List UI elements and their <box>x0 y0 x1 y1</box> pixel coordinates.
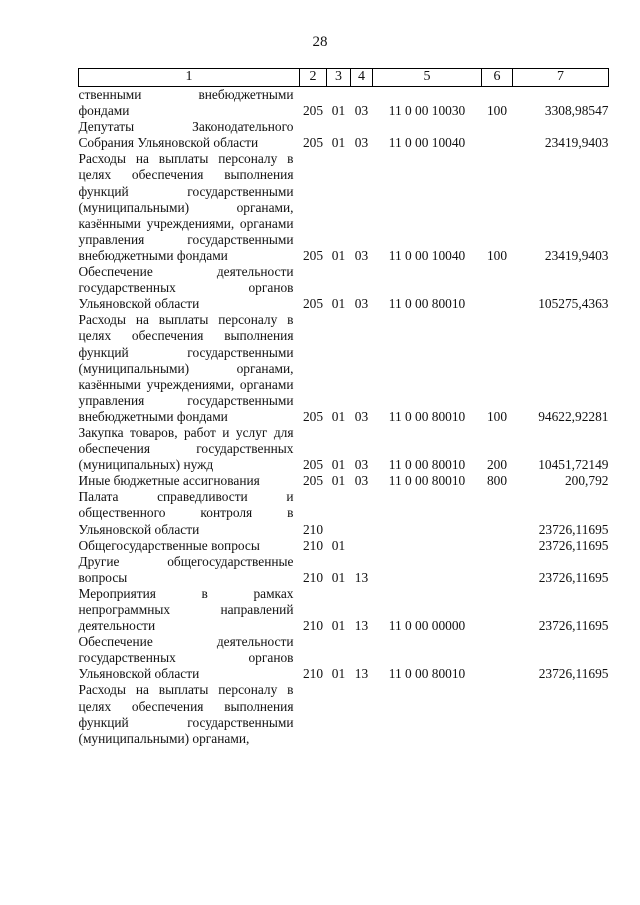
column-header-4: 4 <box>351 69 373 87</box>
expense-type-code: 800 <box>486 473 508 489</box>
target-article-code: 11 0 00 80010 <box>388 457 466 473</box>
table-header-row <box>79 69 609 87</box>
grbs-code: 210 <box>302 569 324 585</box>
column-header-5: 5 <box>373 69 482 87</box>
target-article-code <box>373 489 482 537</box>
subsection-code: 13 <box>354 618 369 634</box>
expense-type-code: 200 <box>486 457 508 473</box>
subsection-code: 03 <box>354 296 369 312</box>
table-row <box>79 151 609 264</box>
budget-table <box>78 68 609 747</box>
section-code: 01 <box>331 103 346 119</box>
table-row <box>79 586 609 634</box>
amount: 10451,72149 <box>538 457 609 473</box>
table-row <box>79 264 609 312</box>
expense-type-code <box>482 586 513 634</box>
grbs-code: 210 <box>302 521 324 537</box>
column-header-3: 3 <box>327 69 351 87</box>
section-code: 01 <box>331 135 346 151</box>
amount: 200,792 <box>564 473 609 489</box>
page-number: 28 <box>312 34 328 50</box>
amount: 23726,11695 <box>538 618 609 634</box>
subsection-code <box>351 682 373 746</box>
section-code: 01 <box>331 569 346 585</box>
target-article-code: 11 0 00 80010 <box>388 408 466 424</box>
row-name: Обеспечение деятельности государственных органов Ульяновской области <box>78 264 294 312</box>
row-name: Расходы на выплаты персоналу в целях обеспечения выполнения функций государственными (муниципальными) органами, казёнными учреждениями, органами управления государственными внебюджетными фондами <box>78 151 294 263</box>
section-code: 01 <box>331 457 346 473</box>
target-article-code <box>373 554 482 586</box>
table-row <box>79 489 609 537</box>
target-article-code: 11 0 00 10040 <box>388 135 466 151</box>
section-code: 01 <box>331 473 346 489</box>
expense-type-code <box>482 554 513 586</box>
section-code <box>327 489 351 537</box>
table-row <box>79 312 609 425</box>
expense-type-code <box>482 264 513 312</box>
grbs-code: 205 <box>302 103 324 119</box>
target-article-code: 11 0 00 10030 <box>388 103 466 119</box>
section-code: 01 <box>331 247 346 263</box>
table-row <box>79 425 609 473</box>
target-article-code: 11 0 00 80010 <box>388 473 466 489</box>
table-row <box>79 87 609 120</box>
subsection-code: 03 <box>354 103 369 119</box>
subsection-code: 13 <box>354 569 369 585</box>
section-code: 01 <box>331 296 346 312</box>
row-name: Другие общегосударственные вопросы <box>78 553 294 585</box>
grbs-code: 205 <box>302 296 324 312</box>
row-name: Депутаты Законодательного Собрания Ульяновской области <box>78 119 294 151</box>
grbs-code: 205 <box>302 408 324 424</box>
subsection-code: 03 <box>354 457 369 473</box>
grbs-code: 205 <box>302 135 324 151</box>
subsection-code: 03 <box>354 473 369 489</box>
amount: 94622,92281 <box>538 408 609 424</box>
expense-type-code: 100 <box>486 103 508 119</box>
amount: 3308,98547 <box>544 103 609 119</box>
row-name: ственными внебюджетными фондами <box>78 87 294 119</box>
amount: 105275,4363 <box>538 296 609 312</box>
row-name: Обеспечение деятельности государственных органов Ульяновской области <box>78 634 294 682</box>
column-header-2: 2 <box>300 69 327 87</box>
grbs-code <box>300 682 327 746</box>
amount: 23726,11695 <box>538 666 609 682</box>
section-code: 01 <box>331 537 346 553</box>
amount: 23419,9403 <box>544 247 609 263</box>
target-article-code: 11 0 00 10040 <box>388 247 466 263</box>
section-code <box>327 682 351 746</box>
table-body <box>79 87 609 747</box>
column-header-7: 7 <box>513 69 609 87</box>
table-row <box>79 634 609 682</box>
grbs-code: 205 <box>302 473 324 489</box>
amount: 23419,9403 <box>544 135 609 151</box>
expense-type-code <box>482 489 513 537</box>
subsection-code <box>351 489 373 537</box>
row-name: Расходы на выплаты персоналу в целях обеспечения выполнения функций государственными (муниципальными) органами, казёнными учреждениями, органами управления государственными внебюджетными фондами <box>78 312 294 424</box>
section-code: 01 <box>331 666 346 682</box>
section-code: 01 <box>331 408 346 424</box>
row-name: Мероприятия в рамках непрограммных направлений деятельности <box>78 585 294 634</box>
target-article-code: 11 0 00 80010 <box>388 296 466 312</box>
expense-type-code <box>482 682 513 746</box>
subsection-code: 13 <box>354 666 369 682</box>
row-name: Закупка товаров, работ и услуг для обеспечения государственных (муниципальных) нужд <box>78 424 294 473</box>
amount: 23726,11695 <box>538 537 609 553</box>
amount: 23726,11695 <box>538 569 609 585</box>
target-article-code <box>373 682 482 746</box>
row-name: Общегосударственные вопросы <box>78 537 260 553</box>
table-row <box>79 119 609 151</box>
table-row <box>79 554 609 586</box>
expense-type-code <box>482 634 513 682</box>
target-article-code: 11 0 00 80010 <box>388 666 466 682</box>
subsection-code: 03 <box>354 135 369 151</box>
row-name: Палата справедливости и общественного контроля в Ульяновской области <box>78 489 294 537</box>
subsection-code: 03 <box>354 247 369 263</box>
grbs-code: 210 <box>302 666 324 682</box>
grbs-code: 210 <box>302 618 324 634</box>
expense-type-code <box>482 538 513 554</box>
target-article-code <box>373 538 482 554</box>
table-row <box>79 682 609 746</box>
expense-type-code: 100 <box>486 247 508 263</box>
grbs-code: 205 <box>302 457 324 473</box>
row-name: Иные бюджетные ассигнования <box>78 473 260 489</box>
amount <box>513 682 609 746</box>
section-code: 01 <box>331 618 346 634</box>
subsection-code: 03 <box>354 408 369 424</box>
column-header-1: 1 <box>79 69 300 87</box>
grbs-code: 210 <box>302 537 324 553</box>
expense-type-code <box>482 119 513 151</box>
column-header-6: 6 <box>482 69 513 87</box>
table-row <box>79 538 609 554</box>
amount: 23726,11695 <box>538 521 609 537</box>
target-article-code: 11 0 00 00000 <box>388 618 466 634</box>
grbs-code: 205 <box>302 247 324 263</box>
table-row <box>79 473 609 489</box>
row-name: Расходы на выплаты персоналу в целях обеспечения выполнения функций государственными (муниципальными) органами, <box>78 682 294 746</box>
subsection-code <box>351 538 373 554</box>
expense-type-code: 100 <box>486 408 508 424</box>
